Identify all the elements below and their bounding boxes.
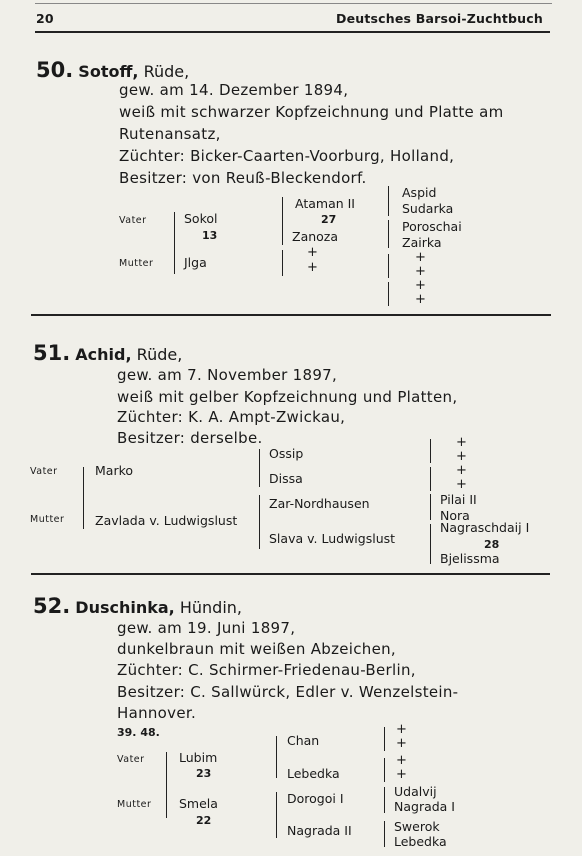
dam-parents-bracket [259,495,260,549]
g3-7: Swerok [394,819,440,834]
mutter-label: Mutter [119,258,154,269]
entry-title [33,594,242,618]
birth-date: gew. am 14. Dezember 1894, [119,81,349,99]
dog-name: Achid, [75,345,132,364]
parents-bracket [83,467,84,529]
entry-number: 50. [36,58,74,82]
g3-bracket-1 [430,439,431,463]
dog-sex: Rüde, [143,62,190,81]
g3-3: + [396,753,407,768]
g3-bracket-2 [384,758,385,782]
entry-title [33,341,182,365]
g3-5: Pilai II [440,492,477,507]
g3-7: + [415,278,426,293]
g3-bracket-3 [384,787,385,813]
g3-2: + [396,736,407,751]
sire-sire: Ataman II [295,196,355,211]
entry-title [36,58,189,82]
g3-bracket-1 [384,727,385,751]
sire-sire: Chan [287,733,320,748]
g3-bracket-4 [430,524,431,564]
g3-8: Bjelissma [440,551,500,566]
sire-parents-bracket [276,736,277,778]
dog-name: Sotoff, [78,62,139,81]
g3-bracket-2 [430,467,431,491]
dam-dam: Slava v. Ludwigslust [269,531,396,546]
dam-parents-bracket [276,792,277,838]
running-title: Deutsches Barsoi-Zuchtbuch [336,11,543,26]
dam-number: 22 [196,814,212,827]
dog-sex: Hündin, [179,598,242,617]
sire: Sokol [184,211,218,226]
dam-sire-unknown: + [307,245,318,260]
g3-bracket-2 [388,220,389,248]
page-number: 20 [36,11,54,26]
owner-cont: Hannover. [117,704,197,722]
sire-sire-number: 27 [321,213,337,226]
g3-1: + [456,435,467,450]
g3-5: + [415,250,426,265]
dam-sire: Zar-Nordhausen [269,496,370,511]
g3-5: Udalvij [394,784,437,799]
sire: Lubim [179,750,218,765]
color-description: weiß mit gelber Kopfzeichnung und Platten, [117,388,458,406]
sire-parents-bracket [282,197,283,245]
g3-4: Zairka [402,235,442,250]
breeder: Züchter: C. Schirmer-Friedenau-Berlin, [117,661,416,679]
dam-dam-unknown: + [307,260,318,275]
g3-6: Nagrada I [394,799,455,814]
vater-label: Vater [119,215,147,226]
entry-number: 51. [33,341,71,365]
dam-sire: Dorogoi I [287,791,344,806]
sire: Marko [95,463,134,478]
owner: Besitzer: von Reuß-Bleckendorf. [119,169,367,187]
g3-4: + [456,477,467,492]
g3-1: + [396,722,407,737]
color-description-cont: Rutenansatz, [119,125,221,143]
header-rule [35,31,550,33]
dam-parents-bracket [282,250,283,276]
entry-divider [31,314,551,316]
g3-3: + [456,463,467,478]
g3-2: Sudarka [402,201,454,216]
g3-6: Nora [440,508,470,523]
mutter-label: Mutter [117,799,152,810]
dog-sex: Rüde, [136,345,183,364]
dam: Jlga [184,255,207,270]
top-edge-line [35,3,552,4]
owner: Besitzer: derselbe. [117,429,263,447]
g3-1: Aspid [402,185,437,200]
g3-4: + [396,767,407,782]
parents-bracket [166,752,167,818]
sire-dam: Zanoza [292,229,339,244]
dam: Zavlada v. Ludwigslust [95,513,238,528]
dam: Smela [179,796,218,811]
reference-numbers: 39. 48. [117,726,160,739]
g3-bracket-4 [388,282,389,306]
g3-3: Poroschai [402,219,462,234]
sire-number: 13 [202,229,218,242]
birth-date: gew. am 7. November 1897, [117,366,338,384]
g3-8: Lebedka [394,834,447,849]
g3-8: + [415,292,426,307]
owner: Besitzer: C. Sallwürck, Edler v. Wenzelstein- [117,683,459,701]
breeder: Züchter: K. A. Ampt-Zwickau, [117,408,346,426]
vater-label: Vater [117,754,145,765]
dam-dam: Nagrada II [287,823,352,838]
g3-bracket-3 [430,494,431,520]
entry-number: 52. [33,594,71,618]
g3-2: + [456,449,467,464]
entry-divider [31,573,550,575]
sire-parents-bracket [259,449,260,487]
color-description: weiß mit schwarzer Kopfzeichnung und Platte am [119,103,504,121]
breeder: Züchter: Bicker-Caarten-Voorburg, Holland, [119,147,455,165]
color-description: dunkelbraun mit weißen Abzeichen, [117,640,396,658]
g3-bracket-1 [388,186,389,216]
birth-date: gew. am 19. Juni 1897, [117,619,296,637]
dog-name: Duschinka, [75,598,175,617]
sire-number: 23 [196,767,212,780]
vater-label: Vater [30,466,58,477]
mutter-label: Mutter [30,514,65,525]
g3-7-number: 28 [484,538,500,551]
parents-bracket [174,212,175,274]
sire-dam: Lebedka [287,766,340,781]
g3-bracket-4 [384,821,385,847]
sire-sire: Ossip [269,446,304,461]
g3-bracket-3 [388,254,389,278]
g3-6: + [415,264,426,279]
g3-7: Nagraschdaij I [440,520,530,535]
sire-dam: Dissa [269,471,303,486]
